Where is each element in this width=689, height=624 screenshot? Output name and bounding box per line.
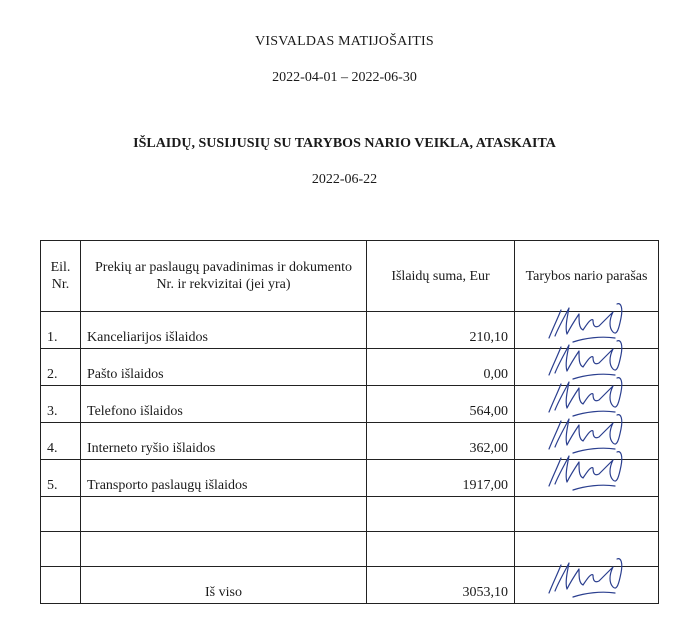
table-row xyxy=(41,460,659,497)
row-signature-cell xyxy=(515,460,659,497)
empty-cell xyxy=(41,497,81,532)
row-number: 2. xyxy=(41,349,81,386)
row-sum: 0,00 xyxy=(367,349,515,386)
row-item-name: Kanceliarijos išlaidos xyxy=(81,312,367,349)
total-signature-cell xyxy=(515,567,659,604)
empty-cell xyxy=(367,497,515,532)
row-number: 5. xyxy=(41,460,81,497)
report-title: IŠLAIDŲ, SUSIJUSIŲ SU TARYBOS NARIO VEIKLA, ATASKAITA xyxy=(133,136,556,151)
column-header-no: Eil. Nr. xyxy=(41,241,81,312)
row-item-name: Interneto ryšio išlaidos xyxy=(81,423,367,460)
total-label: Iš viso xyxy=(81,567,367,604)
empty-cell xyxy=(41,532,81,567)
report-period: 2022-04-01 – 2022-06-30 xyxy=(272,70,417,85)
signature-mark xyxy=(543,446,627,494)
signature-mark xyxy=(543,553,627,601)
empty-cell xyxy=(81,497,367,532)
row-sum: 1917,00 xyxy=(367,460,515,497)
row-number: 3. xyxy=(41,386,81,423)
empty-cell xyxy=(41,567,81,604)
author-name: VISVALDAS MATIJOŠAITIS xyxy=(255,34,434,49)
empty-cell xyxy=(81,532,367,567)
expense-table xyxy=(40,240,659,604)
row-sum: 362,00 xyxy=(367,423,515,460)
table-total-row xyxy=(41,567,659,604)
empty-cell xyxy=(515,497,659,532)
column-header-signature: Tarybos nario parašas xyxy=(515,241,659,312)
empty-cell xyxy=(367,532,515,567)
column-header-sum: Išlaidų suma, Eur xyxy=(367,241,515,312)
row-item-name: Pašto išlaidos xyxy=(81,349,367,386)
row-item-name: Transporto paslaugų išlaidos xyxy=(81,460,367,497)
row-item-name: Telefono išlaidos xyxy=(81,386,367,423)
column-header-name: Prekių ar paslaugų pavadinimas ir dokumento Nr. ir rekvizitai (jei yra) xyxy=(81,241,367,312)
table-row-empty xyxy=(41,497,659,532)
row-number: 4. xyxy=(41,423,81,460)
row-sum: 210,10 xyxy=(367,312,515,349)
row-number: 1. xyxy=(41,312,81,349)
total-sum: 3053,10 xyxy=(367,567,515,604)
row-sum: 564,00 xyxy=(367,386,515,423)
report-date: 2022-06-22 xyxy=(311,172,378,187)
